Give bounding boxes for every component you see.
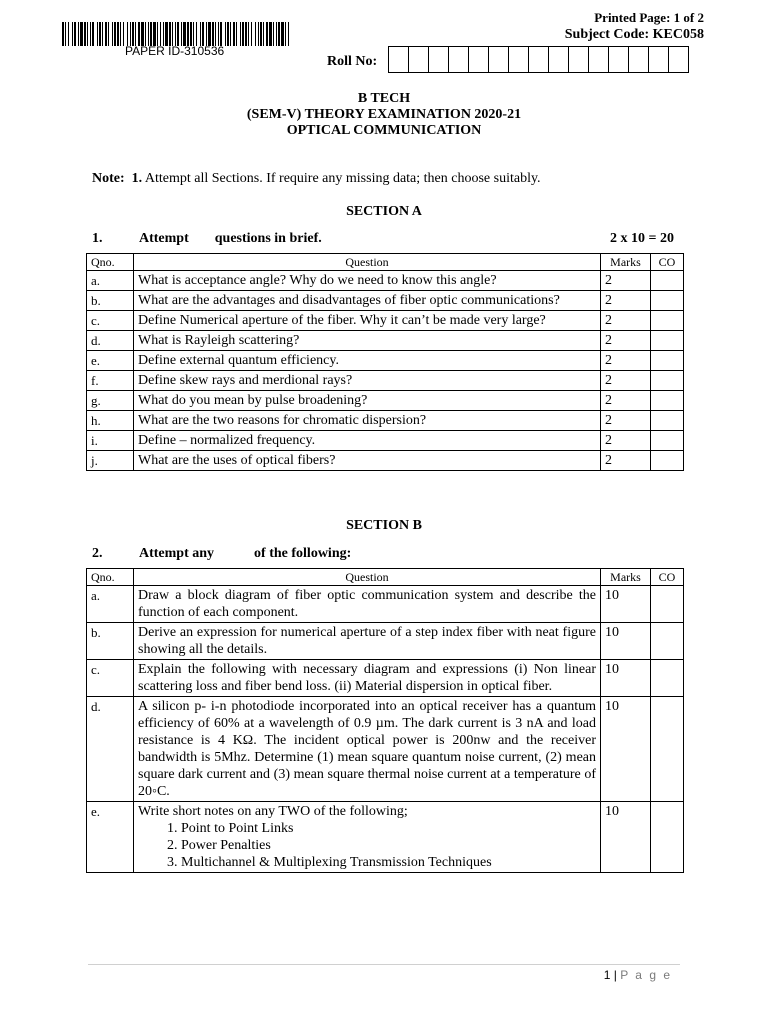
roll-number-box <box>489 47 509 72</box>
column-header-co: CO <box>651 254 684 271</box>
question-number-cell: g. <box>87 391 134 411</box>
table-row <box>87 271 684 291</box>
question-text: What are the advantages and disadvantages of fiber optic communications? <box>138 293 560 308</box>
note-text: Attempt all Sections. If require any missing data; then choose suitably. <box>144 171 541 186</box>
course-title: B TECH <box>357 91 411 106</box>
question-text: Draw a block diagram of fiber optic communication system and describe the function of each component. <box>138 588 596 620</box>
column-header-marks: Marks <box>601 569 651 586</box>
question-text: What are the uses of optical fibers? <box>138 453 336 468</box>
question-text: Write short notes on any TWO of the following; <box>138 804 408 819</box>
question-number-cell: b. <box>87 291 134 311</box>
question-number-cell: d. <box>87 697 134 802</box>
question-number-cell: j. <box>87 451 134 471</box>
question-text: What is acceptance angle? Why do we need to know this angle? <box>138 273 497 288</box>
question-text-cell <box>134 623 601 660</box>
column-header-qno: Qno. <box>87 569 134 586</box>
marks-cell: 2 <box>601 451 651 471</box>
roll-number-box <box>569 47 589 72</box>
co-cell <box>651 391 684 411</box>
co-cell <box>651 451 684 471</box>
question-text: Derive an expression for numerical aperture of a step index fiber with neat figure showing all the details. <box>138 625 596 657</box>
section-a-heading: SECTION A <box>346 204 422 219</box>
question-text: Explain the following with necessary diagram and expressions (i) Non linear scattering loss and fiber bend loss. (ii) Material dispersion in optical fiber. <box>138 662 596 694</box>
column-header-co: CO <box>651 569 684 586</box>
marks-cell: 2 <box>601 411 651 431</box>
co-cell <box>651 431 684 451</box>
question-number-cell: i. <box>87 431 134 451</box>
sub-item: 2. Power Penalties <box>181 837 596 854</box>
section-a-question-number: 1. <box>92 231 103 246</box>
roll-number-box <box>589 47 609 72</box>
question-text: Define – normalized frequency. <box>138 433 316 448</box>
marks-cell: 2 <box>601 391 651 411</box>
question-text: A silicon p- i-n photodiode incorporated into an optical receiver has a quantum efficiency of 60% at a wavelength of 0.9 µm. The dark current is 3 nA and load resistance is 4 KΩ. The incident optical power is 200nw and the receiver bandwidth is 5Mhz. Determine (1) mean square quantum noise current, (2) mean square dark current and (3) mean square thermal noise current at a temperature of 20◦C. <box>138 699 596 799</box>
marks-cell: 2 <box>601 351 651 371</box>
roll-number-box <box>469 47 489 72</box>
question-text: Define skew rays and merdional rays? <box>138 373 353 388</box>
table-row <box>87 411 684 431</box>
marks-cell: 2 <box>601 331 651 351</box>
question-number-cell: f. <box>87 371 134 391</box>
column-header-qno: Qno. <box>87 254 134 271</box>
footer-page-number: 1 <box>603 968 611 982</box>
question-text: What do you mean by pulse broadening? <box>138 393 368 408</box>
co-cell <box>651 371 684 391</box>
roll-number-box <box>449 47 469 72</box>
section-b-instruction <box>139 546 351 562</box>
question-text-cell <box>134 351 601 371</box>
co-cell <box>651 291 684 311</box>
table-header-row <box>87 254 684 271</box>
footer-separator: | <box>613 968 617 982</box>
table-row <box>87 371 684 391</box>
exam-title: (SEM-V) THEORY EXAMINATION 2020-21 <box>246 107 522 122</box>
section-a-instruction-a: Attempt <box>139 231 189 246</box>
question-number-cell: a. <box>87 271 134 291</box>
question-text-cell <box>134 331 601 351</box>
roll-number-box <box>509 47 529 72</box>
marks-cell: 2 <box>601 371 651 391</box>
question-number-cell: e. <box>87 351 134 371</box>
question-text-cell <box>134 391 601 411</box>
co-cell <box>651 411 684 431</box>
co-cell <box>651 331 684 351</box>
roll-number-box <box>529 47 549 72</box>
question-text-cell <box>134 431 601 451</box>
question-number-cell: c. <box>87 660 134 697</box>
marks-cell: 10 <box>601 697 651 802</box>
question-text-cell <box>134 802 601 873</box>
column-header-question: Question <box>134 569 601 586</box>
table-row <box>87 802 684 873</box>
question-text-cell <box>134 271 601 291</box>
sub-item-list <box>138 820 596 871</box>
question-number-cell: h. <box>87 411 134 431</box>
section-b-question-number: 2. <box>92 546 103 561</box>
question-text: What is Rayleigh scattering? <box>138 333 300 348</box>
roll-number-box <box>669 47 688 72</box>
footer-page-word: P a g e <box>620 968 672 982</box>
question-text: Define external quantum efficiency. <box>138 353 339 368</box>
co-cell <box>651 586 684 623</box>
marks-cell: 2 <box>601 311 651 331</box>
section-a-instruction <box>139 231 322 247</box>
question-text-cell <box>134 586 601 623</box>
column-header-marks: Marks <box>601 254 651 271</box>
question-text-cell <box>134 311 601 331</box>
footer-divider <box>88 964 680 965</box>
roll-number-box <box>389 47 409 72</box>
question-number-cell: c. <box>87 311 134 331</box>
table-row <box>87 431 684 451</box>
table-row <box>87 586 684 623</box>
roll-number-box <box>649 47 669 72</box>
table-header-row <box>87 569 684 586</box>
marks-cell: 10 <box>601 802 651 873</box>
question-text-cell <box>134 291 601 311</box>
section-a-table <box>86 253 684 471</box>
table-row <box>87 311 684 331</box>
subject-code: Subject Code: KEC058 <box>564 27 704 42</box>
marks-cell: 10 <box>601 586 651 623</box>
marks-cell: 10 <box>601 623 651 660</box>
table-row <box>87 331 684 351</box>
table-row <box>87 697 684 802</box>
table-row <box>87 623 684 660</box>
marks-cell: 2 <box>601 291 651 311</box>
question-text-cell <box>134 371 601 391</box>
co-cell <box>651 351 684 371</box>
subject-title: OPTICAL COMMUNICATION <box>286 123 482 138</box>
table-row <box>87 451 684 471</box>
question-number-cell: a. <box>87 586 134 623</box>
note-label: Note: <box>92 171 125 186</box>
co-cell <box>651 660 684 697</box>
roll-number-box <box>629 47 649 72</box>
barcode-image <box>62 22 290 46</box>
co-cell <box>651 697 684 802</box>
roll-number-box <box>409 47 429 72</box>
table-row <box>87 351 684 371</box>
section-b-instruction-a: Attempt any <box>139 546 215 561</box>
roll-number-boxes <box>388 46 689 73</box>
roll-number-label: Roll No: <box>327 54 378 69</box>
co-cell <box>651 623 684 660</box>
section-b-heading: SECTION B <box>346 518 422 533</box>
marks-cell: 2 <box>601 431 651 451</box>
note-number: 1. <box>131 171 143 186</box>
section-b-table <box>86 568 684 873</box>
page-footer <box>604 968 672 982</box>
co-cell <box>651 271 684 291</box>
printed-page: Printed Page: 1 of 2 <box>594 10 704 25</box>
question-text-cell <box>134 451 601 471</box>
question-text: Define Numerical aperture of the fiber. Why it can’t be made very large? <box>138 313 546 328</box>
sub-item: 3. Multichannel & Multiplexing Transmission Techniques <box>181 854 596 871</box>
roll-number-box <box>609 47 629 72</box>
column-header-question: Question <box>134 254 601 271</box>
question-number-cell: e. <box>87 802 134 873</box>
marks-cell: 2 <box>601 271 651 291</box>
marks-cell: 10 <box>601 660 651 697</box>
question-number-cell: d. <box>87 331 134 351</box>
table-row <box>87 291 684 311</box>
table-row <box>87 391 684 411</box>
question-text-cell <box>134 411 601 431</box>
question-text-cell <box>134 660 601 697</box>
question-text-cell <box>134 697 601 802</box>
section-a-marks: 2 x 10 = 20 <box>610 231 674 246</box>
table-row <box>87 660 684 697</box>
question-number-cell: b. <box>87 623 134 660</box>
section-a-instruction-b: questions in brief. <box>214 231 322 246</box>
co-cell <box>651 311 684 331</box>
question-text: What are the two reasons for chromatic dispersion? <box>138 413 427 428</box>
roll-number-box <box>429 47 449 72</box>
note <box>92 171 541 187</box>
roll-number-box <box>549 47 569 72</box>
co-cell <box>651 802 684 873</box>
sub-item: 1. Point to Point Links <box>181 820 596 837</box>
section-b-instruction-b: of the following: <box>254 546 352 561</box>
paper-id: PAPER ID-310536 <box>125 44 225 58</box>
